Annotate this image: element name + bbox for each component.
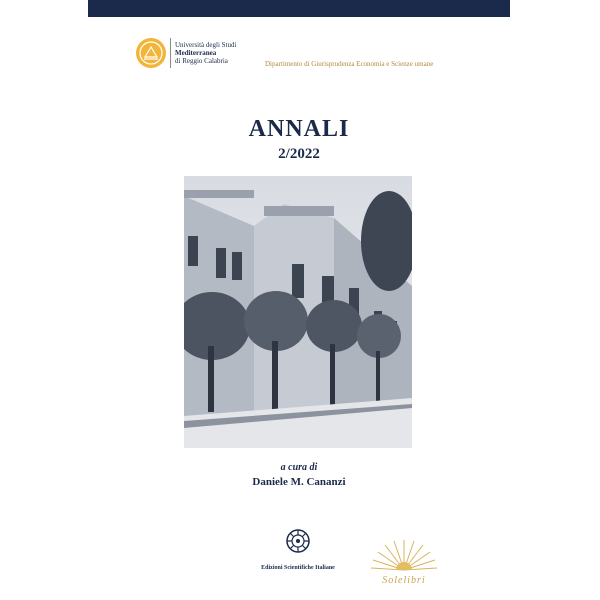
logo-divider [170, 38, 171, 68]
journal-title: ANNALI [248, 116, 350, 142]
issue-number: 2/2022 [278, 146, 320, 162]
building-photo-illustration [184, 176, 412, 448]
curated-by-label: a cura di [280, 462, 318, 473]
imprint-name: Solelibri [382, 575, 426, 586]
university-line-3: di Reggio Calabria [175, 57, 228, 65]
university-line-1: Università degli Studi [175, 41, 237, 49]
publisher-emblem-icon [285, 528, 311, 554]
cover-photo [184, 176, 412, 448]
editor-name: Daniele M. Cananzi [252, 476, 346, 488]
imprint-block [364, 538, 444, 586]
top-color-band [88, 0, 510, 17]
university-line-2: Mediterranea [175, 49, 217, 57]
university-name [175, 41, 236, 65]
university-seal-icon [136, 38, 166, 68]
publisher-name: Edizioni Scientifiche Italiane [261, 565, 335, 571]
sunrise-icon [369, 538, 439, 572]
book-cover [88, 0, 510, 600]
publisher-block [248, 528, 348, 571]
department-name: Dipartimento di Giurisprudenza Economia e Scienze umane [265, 60, 434, 68]
university-logo [136, 36, 236, 70]
